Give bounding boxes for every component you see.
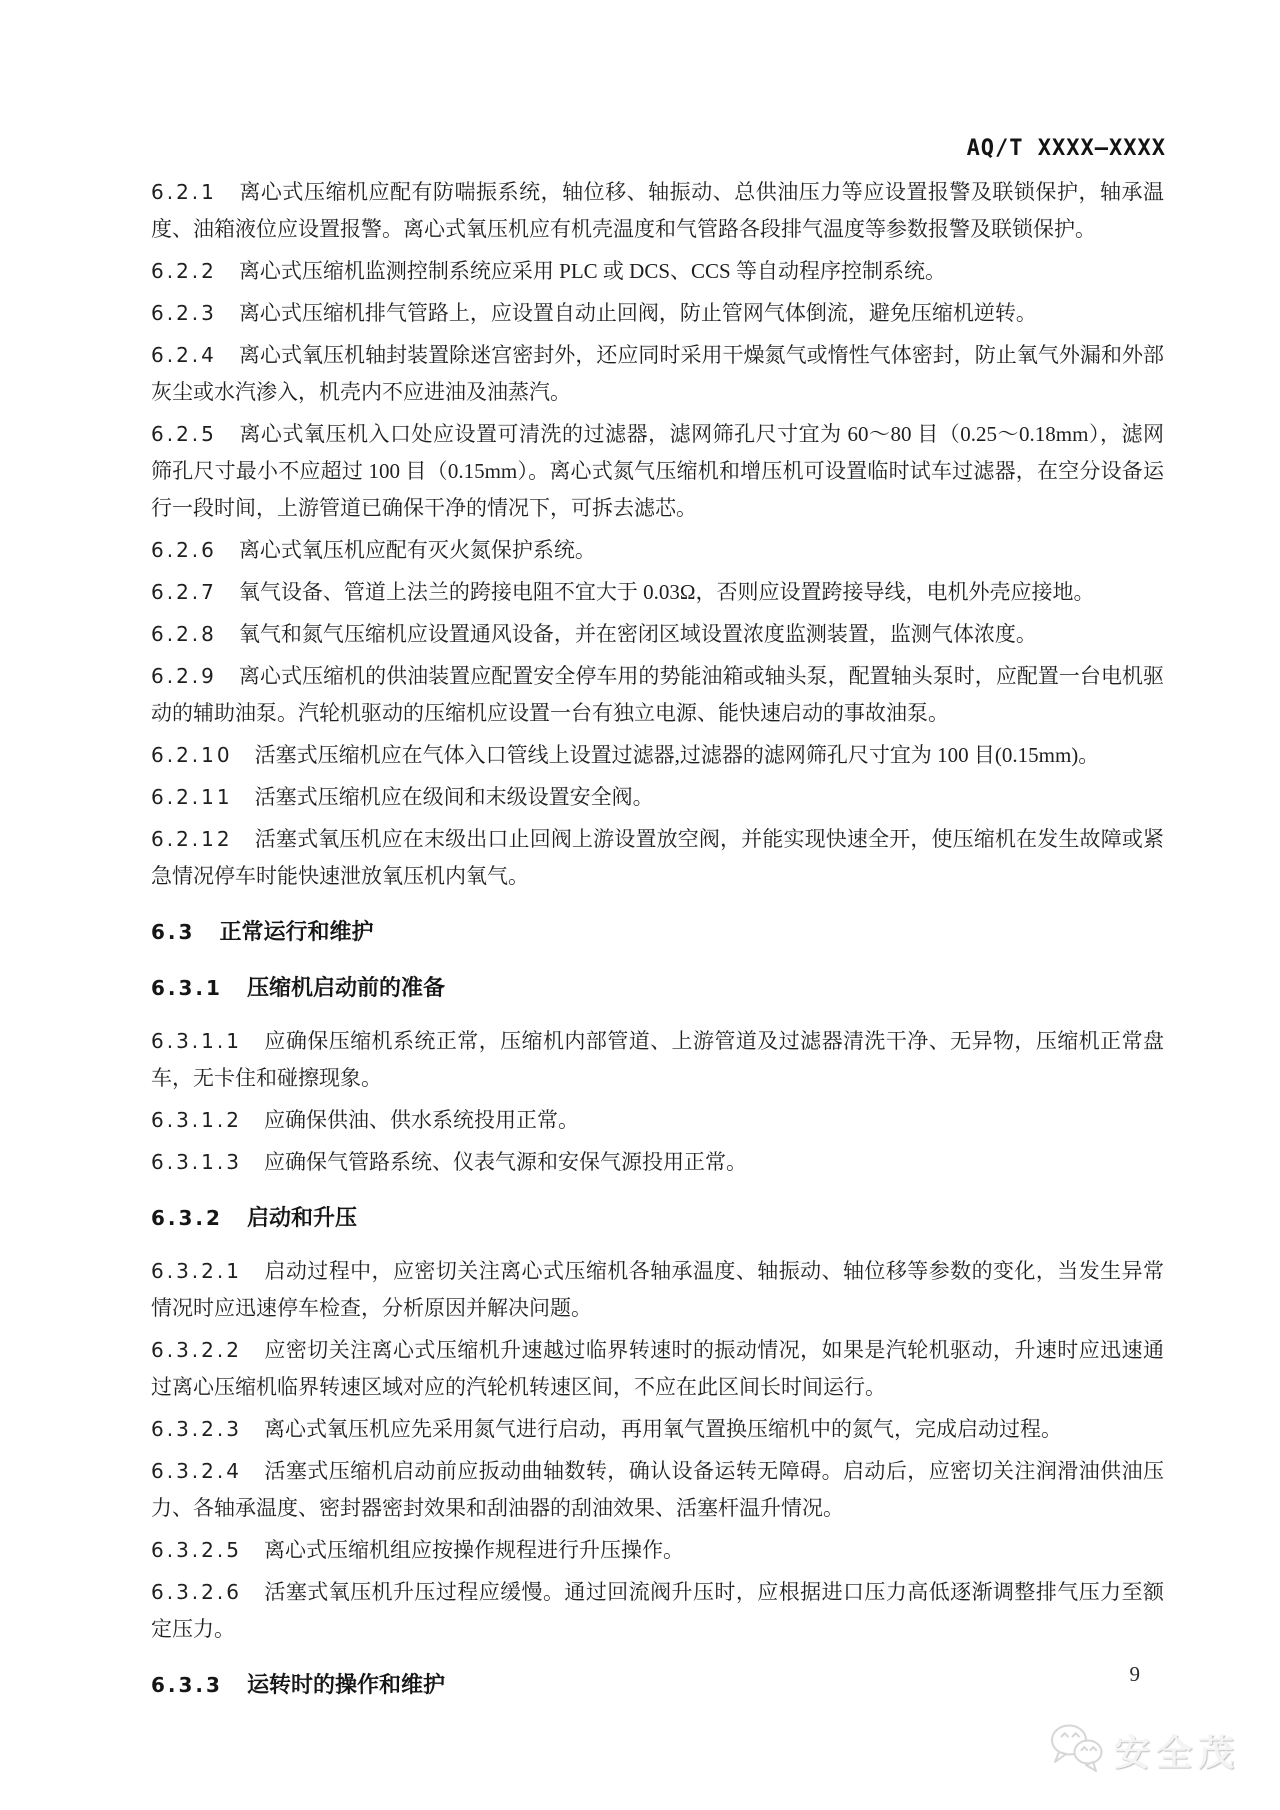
- clause-number: 6.3.1.3: [151, 1150, 242, 1174]
- clause-number: 6.3.2.5: [151, 1538, 242, 1562]
- clause-number: 6.2.4: [151, 343, 217, 367]
- page-number: 9: [1129, 1662, 1140, 1686]
- clause-paragraph: [151, 253, 1164, 290]
- clause-paragraph: [151, 1023, 1164, 1097]
- clause-paragraph: [151, 295, 1164, 332]
- clause-heading: [151, 1199, 1164, 1237]
- clause-text: 氧气和氮气压缩机应设置通风设备，并在密闭区域设置浓度监测装置，监测气体浓度。: [238, 622, 1037, 646]
- clause-number: 6.2.10: [151, 743, 233, 767]
- clause-paragraph: [151, 416, 1164, 527]
- clause-text: 活塞式氧压机升压过程应缓慢。通过回流阀升压时，应根据进口压力高低逐渐调整排气压力至额定压力。: [151, 1580, 1164, 1641]
- clause-text: 正常运行和维护: [219, 919, 374, 944]
- clause-number: 6.3.2.3: [151, 1417, 242, 1441]
- clause-number: 6.2.2: [151, 259, 217, 283]
- clause-text: 氧气设备、管道上法兰的跨接电阻不宜大于 0.03Ω，否则应设置跨接导线，电机外壳应接地。: [238, 580, 1095, 604]
- watermark-text: 安全茂: [1113, 1732, 1240, 1773]
- clause-text: 压缩机启动前的准备: [246, 975, 445, 1000]
- clause-number: 6.3.2.4: [151, 1459, 242, 1483]
- clause-paragraph: [151, 1144, 1164, 1181]
- clause-text: 启动和升压: [246, 1205, 357, 1230]
- clause-number: 6.3.2.1: [151, 1259, 242, 1283]
- clause-paragraph: [151, 1332, 1164, 1406]
- clause-paragraph: [151, 779, 1164, 816]
- clause-text: 离心式氧压机应配有灭火氮保护系统。: [238, 538, 596, 562]
- watermark: [1048, 1723, 1240, 1778]
- clause-number: 6.2.8: [151, 622, 217, 646]
- clause-number: 6.2.7: [151, 580, 217, 604]
- clause-paragraph: [151, 1411, 1164, 1448]
- clause-paragraph: [151, 1102, 1164, 1139]
- clause-text: 离心式压缩机排气管路上，应设置自动止回阀，防止管网气体倒流，避免压缩机逆转。: [238, 301, 1037, 325]
- clause-text: 离心式压缩机监测控制系统应采用 PLC 或 DCS、CCS 等自动程序控制系统。: [238, 259, 946, 283]
- clause-paragraph: [151, 821, 1164, 895]
- clause-paragraph: [151, 1453, 1164, 1527]
- clause-heading: [151, 969, 1164, 1007]
- clause-paragraph: [151, 1574, 1164, 1648]
- clause-paragraph: [151, 1253, 1164, 1327]
- clause-paragraph: [151, 658, 1164, 732]
- clause-text: 离心式氧压机入口处应设置可清洗的过滤器，滤网筛孔尺寸宜为 60～80 目（0.25～0.18mm），滤网筛孔尺寸最小不应超过 100 目（0.15mm）。离心式氮气压缩机和增压机可设置临时试车过滤器，在空分设备运行一段时间，上游管道已确保干净的情况下，可拆去滤芯。: [151, 422, 1164, 520]
- clause-paragraph: [151, 616, 1164, 653]
- clause-text: 应确保压缩机系统正常，压缩机内部管道、上游管道及过滤器清洗干净、无异物，压缩机正常盘车，无卡住和碰擦现象。: [151, 1029, 1164, 1090]
- clause-number: 6.3.1.1: [151, 1029, 242, 1053]
- clause-text: 启动过程中，应密切关注离心式压缩机各轴承温度、轴振动、轴位移等参数的变化，当发生异常情况时应迅速停车检查，分析原因并解决问题。: [151, 1259, 1164, 1320]
- wechat-icon: [1048, 1723, 1106, 1778]
- clause-paragraph: [151, 174, 1164, 248]
- clause-heading: [151, 913, 1164, 951]
- clause-text: 离心式压缩机的供油装置应配置安全停车用的势能油箱或轴头泵，配置轴头泵时，应配置一台电机驱动的辅助油泵。汽轮机驱动的压缩机应设置一台有独立电源、能快速启动的事故油泵。: [151, 664, 1164, 725]
- clause-number: 6.3.2: [151, 1206, 223, 1230]
- clause-number: 6.3.2.2: [151, 1338, 242, 1362]
- clause-paragraph: [151, 1532, 1164, 1569]
- clause-text: 活塞式氧压机应在末级出口止回阀上游设置放空阀，并能实现快速全开，使压缩机在发生故障或紧急情况停车时能快速泄放氧压机内氧气。: [151, 827, 1164, 888]
- clause-text: 离心式氧压机应先采用氮气进行启动，再用氧气置换压缩机中的氮气，完成启动过程。: [263, 1417, 1062, 1441]
- clause-number: 6.2.3: [151, 301, 217, 325]
- clause-number: 6.2.5: [151, 422, 217, 446]
- clause-text: 活塞式压缩机启动前应扳动曲轴数转，确认设备运转无障碍。启动后，应密切关注润滑油供油压力、各轴承温度、密封器密封效果和刮油器的刮油效果、活塞杆温升情况。: [151, 1459, 1164, 1520]
- clause-text: 活塞式压缩机应在级间和末级设置安全阀。: [254, 785, 654, 809]
- clause-text: 活塞式压缩机应在气体入口管线上设置过滤器,过滤器的滤网筛孔尺寸宜为 100 目(0.15mm)。: [254, 743, 1100, 767]
- clause-text: 应确保供油、供水系统投用正常。: [263, 1108, 579, 1132]
- clause-number: 6.2.6: [151, 538, 217, 562]
- clause-text: 应密切关注离心式压缩机升速越过临界转速时的振动情况，如果是汽轮机驱动，升速时应迅速通过离心压缩机临界转速区域对应的汽轮机转速区间，不应在此区间长时间运行。: [151, 1338, 1164, 1399]
- clause-number: 6.2.1: [151, 180, 217, 204]
- document-body: [151, 174, 1164, 1720]
- clause-heading: [151, 1666, 1164, 1704]
- clause-number: 6.3.2.6: [151, 1580, 242, 1604]
- clause-text: 离心式氧压机轴封装置除迷宫密封外，还应同时采用干燥氮气或惰性气体密封，防止氧气外漏和外部灰尘或水汽渗入，机壳内不应进油及油蒸汽。: [151, 343, 1164, 404]
- clause-text: 应确保气管路系统、仪表气源和安保气源投用正常。: [263, 1150, 747, 1174]
- clause-number: 6.2.9: [151, 664, 217, 688]
- clause-text: 运转时的操作和维护: [246, 1672, 445, 1697]
- clause-number: 6.3.1: [151, 976, 223, 1000]
- clause-number: 6.3.1.2: [151, 1108, 242, 1132]
- clause-paragraph: [151, 532, 1164, 569]
- standard-code: AQ/T XXXX—XXXX: [966, 136, 1166, 161]
- clause-paragraph: [151, 574, 1164, 611]
- clause-text: 离心式压缩机组应按操作规程进行升压操作。: [263, 1538, 684, 1562]
- clause-number: 6.3.3: [151, 1673, 223, 1697]
- clause-number: 6.2.12: [151, 827, 233, 851]
- clause-number: 6.2.11: [151, 785, 233, 809]
- clause-text: 离心式压缩机应配有防喘振系统，轴位移、轴振动、总供油压力等应设置报警及联锁保护，轴承温度、油箱液位应设置报警。离心式氧压机应有机壳温度和气管路各段排气温度等参数报警及联锁保护。: [151, 180, 1164, 241]
- clause-number: 6.3: [151, 920, 196, 944]
- clause-paragraph: [151, 337, 1164, 411]
- clause-paragraph: [151, 737, 1164, 774]
